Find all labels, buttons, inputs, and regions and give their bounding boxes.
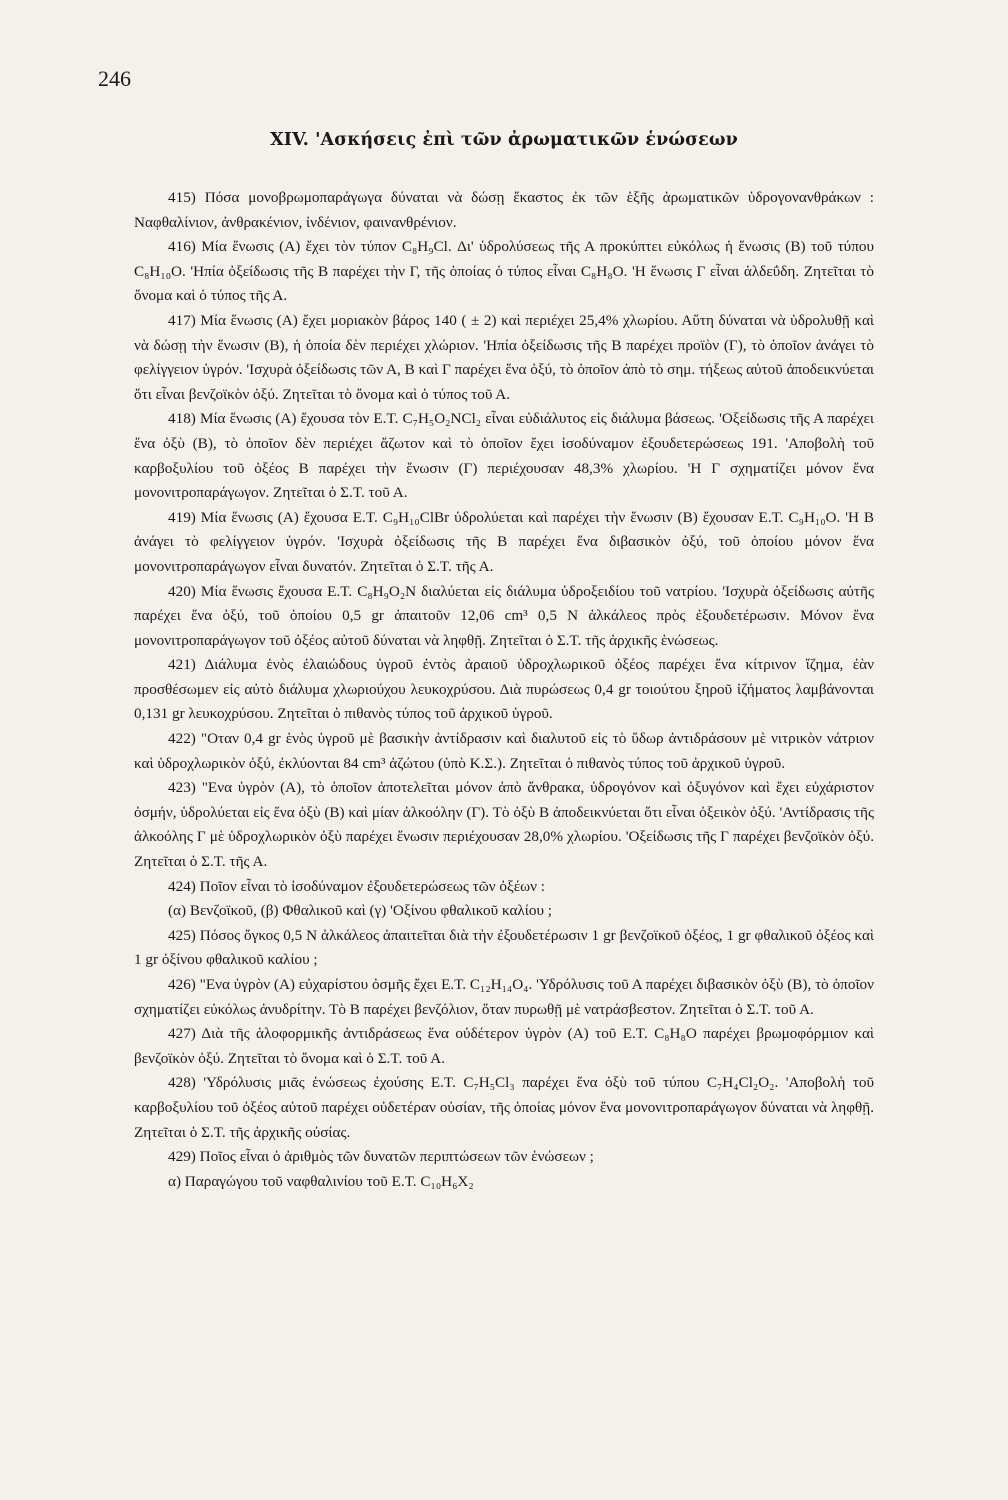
exercise-419: 419) Μία ἕνωσις (Α) ἔχουσα Ε.Τ. C₉H₁₀ClBr ὑδρολύεται καὶ παρέχει τὴν ἕνωσιν (Β) ἔχουσαν Ε.Τ. C₉H₁₀O. 'Η Β ἀνάγει τὸ φελίγγειον ὑγρόν. 'Ισχυρὰ ὀξείδωσις τῆς Β παρέχει ἕνα διβασικὸν ὀξύ, τοῦ ὁποίου μόνον ἕνα μονονιτροπαράγωγον εἶναι δυνατόν. Ζητεῖται ὁ Σ.Τ. τῆς Α. xyxy=(134,508,874,575)
exercise-426: 426) "Ενα ὑγρὸν (Α) εὐχαρίστου ὀσμῆς ἔχει Ε.Τ. C₁₂H₁₄O₄. 'Υδρόλυσις τοῦ Α παρέχει διβασικὸν ὀξὺ (Β), τὸ ὁποῖον σχηματίζει εὐκόλως ἀνυδρίτην. Τὸ Β παρέχει βενζόλιον, ὅταν πυρωθῇ μὲ νατράσβεστον. Ζητεῖται ὁ Σ.Τ. τοῦ Α. xyxy=(134,976,874,1018)
exercise-421: 421) Διάλυμα ἑνὸς ἐλαιώδους ὑγροῦ ἐντὸς ἀραιοῦ ὑδροχλωρικοῦ ὀξέος παρέχει ἕνα κίτρινον ἴζημα, ἐὰν προσθέσωμεν εἰς αὐτὸ διάλυμα χλωριούχου λευκοχρύσου. Διὰ πυρώσεως 0,4 gr τοιούτου ξηροῦ ἰζήματος λαμβάνονται 0,131 gr λευκοχρύσου. Ζητεῖται ὁ πιθανὸς τύπος τοῦ ἀρχικοῦ ὑγροῦ. xyxy=(134,656,874,723)
exercise-428: 428) 'Υδρόλυσις μιᾶς ἑνώσεως ἐχούσης Ε.Τ. C₇H₅Cl₃ παρέχει ἕνα ὀξὺ τοῦ τύπου C₇H₄Cl₂O₂. 'Αποβολὴ τοῦ καρβοξυλίου τοῦ ὀξέος αὐτοῦ παρέχει οὐδετέραν οὐσίαν, τῆς ὁποίας μόνον ἕνα μονονιτροπαράγωγον δύναται νὰ ληφθῇ. Ζητεῖται ὁ Σ.Τ. τῆς ἀρχικῆς οὐσίας. xyxy=(134,1074,874,1141)
exercise-415: 415) Πόσα μονοβρωμοπαράγωγα δύναται νὰ δώσῃ ἕκαστος ἐκ τῶν ἑξῆς ἀρωματικῶν ὑδρογονανθράκων : Ναφθαλίνιον, ἀνθρακένιον, ἰνδένιον, φαινανθρένιον. xyxy=(134,189,874,231)
exercise-422: 422) "Οταν 0,4 gr ἑνὸς ὑγροῦ μὲ βασικὴν ἀντίδρασιν καὶ διαλυτοῦ εἰς τὸ ὕδωρ ἀντιδράσουν μὲ νιτρικὸν νάτριον καὶ ὑδροχλωρικὸν ὀξύ, ἐκλύονται 84 cm³ ἀζώτου (ὑπὸ Κ.Σ.). Ζητεῖται ὁ πιθανὸς τύπος τοῦ ἀρχικοῦ ὑγροῦ. xyxy=(134,730,874,772)
exercise-429-part-a: α) Παραγώγου τοῦ ναφθαλινίου τοῦ Ε.Τ. C₁₀H₆X₂ xyxy=(168,1172,474,1190)
exercise-424-options: (α) Βενζοϊκοῦ, (β) Φθαλικοῦ καὶ (γ) 'Οξίνου φθαλικοῦ καλίου ; xyxy=(168,902,553,920)
exercise-424: 424) Ποῖον εἶναι τὸ ἰσοδύναμον ἐξουδετερώσεως τῶν ὀξέων : xyxy=(168,877,546,895)
page-number: 246 xyxy=(98,66,131,91)
exercise-420: 420) Μία ἕνωσις ἔχουσα Ε.Τ. C₈H₉O₂N διαλύεται εἰς διάλυμα ὑδροξειδίου τοῦ νατρίου. 'Ισχυρὰ ὀξείδωσις αὐτῆς παρέχει ἕνα ὀξύ, τοῦ ὁποίου 0,5 gr ἀπαιτοῦν 12,06 cm³ 0,5 Ν ἀλκάλεος πρὸς ἐξουδετέρωσιν. Μόνον ἕνα μονονιτροπαράγωγον τοῦ ὀξέος αὐτοῦ δύναται νὰ ληφθῇ. Ζητεῖται ὁ Σ.Τ. τῆς ἀρχικῆς ἑνώσεως. xyxy=(134,582,874,649)
exercise-429: 429) Ποῖος εἶναι ὁ ἀριθμὸς τῶν δυνατῶν περιπτώσεων τῶν ἑνώσεων ; xyxy=(168,1148,594,1166)
exercise-427: 427) Διὰ τῆς ἁλοφορμικῆς ἀντιδράσεως ἕνα οὐδέτερον ὑγρὸν (Α) τοῦ Ε.Τ. C₈H₈O παρέχει βρωμοφόρμιον καὶ βενζοϊκὸν ὀξύ. Ζητεῖται τὸ ὄνομα καὶ ὁ Σ.Τ. τοῦ Α. xyxy=(134,1025,874,1067)
exercise-423: 423) "Ενα ὑγρὸν (Α), τὸ ὁποῖον ἀποτελεῖται μόνον ἀπὸ ἄνθρακα, ὑδρογόνον καὶ ὀξυγόνον καὶ ἔχει εὐχάριστον ὀσμήν, ὑδρολύεται εἰς ἕνα ὀξὺ (Β) καὶ μίαν ἀλκοόλην (Γ). Τὸ ὀξὺ Β ἀποδεικνύεται ὅτι εἶναι ὀξεικὸν ὀξύ. 'Αντίδρασις τῆς ἀλκοόλης Γ μὲ ὑδροχλωρικὸν ὀξὺ παρέχει ἕνωσιν περιέχουσαν 28,0% χλωρίου. 'Οξείδωσις τῆς Γ παρέχει βενζοϊκὸν ὀξύ. Ζητεῖται ὁ Σ.Τ. τῆς Α. xyxy=(134,779,874,871)
exercise-417: 417) Μία ἕνωσις (Α) ἔχει μοριακὸν βάρος 140 ( ± 2) καὶ περιέχει 25,4% χλωρίου. Αὕτη δύναται νὰ ὑδρολυθῇ καὶ νὰ δώσῃ τὴν ἕνωσιν (Β), ἡ ὁποία δὲν περιέχει χλώριον. 'Ηπία ὀξείδωσις τῆς Β παρέχει προϊὸν (Γ), τὸ ὁποῖον ἀνάγει τὸ φελίγγειον ὑγρόν. 'Ισχυρὰ ὀξείδωσις τῶν Α, Β καὶ Γ παρέχει ἕνα ὀξύ, τὸ ὁποῖον ἀπὸ τὸ σημ. τήξεως αὐτοῦ ἀποδεικνύεται ὅτι εἶναι βενζοϊκὸν ὀξύ. Ζητεῖται τὸ ὄνομα καὶ ὁ τύπος τοῦ Α. xyxy=(134,311,874,403)
chapter-title: XIV. 'Ασκήσεις ἐπὶ τῶν ἀρωματικῶν ἑνώσεων xyxy=(270,130,738,150)
exercise-418: 418) Μία ἕνωσις (Α) ἔχουσα τὸν Ε.Τ. C₇H₅O₂NCl₂ εἶναι εὐδιάλυτος εἰς διάλυμα βάσεως. 'Οξείδωσις τῆς Α παρέχει ἕνα ὀξὺ (Β), τὸ ὁποῖον δὲν περιέχει ἄζωτον καὶ τὸ ὁποῖον ἔχει ἰσοδύναμον ἐξουδετερώσεως 191. 'Αποβολὴ τοῦ καρβοξυλίου τοῦ ὀξέος Β παρέχει τὴν ἕνωσιν (Γ) περιέχουσαν 48,3% χλωρίου. 'Η Γ σχηματίζει μόνον ἕνα μονονιτροπαράγωγον. Ζητεῖται ὁ Σ.Τ. τοῦ Α. xyxy=(134,410,874,502)
exercise-416: 416) Μία ἕνωσις (Α) ἔχει τὸν τύπον C₈H₉Cl. Δι' ὑδρολύσεως τῆς Α προκύπτει εὐκόλως ἡ ἕνωσις (Β) τοῦ τύπου C₈H₁₀O. 'Ηπία ὀξείδωσις τῆς Β παρέχει τὴν Γ, τῆς ὁποίας ὁ τύπος εἶναι C₈H₈O. 'Η ἕνωσις Γ εἶναι ἀλδεΰδη. Ζητεῖται τὸ ὄνομα καὶ ὁ τύπος τῆς Α. xyxy=(134,238,874,305)
exercise-text xyxy=(134,186,874,1194)
exercise-425: 425) Πόσος ὄγκος 0,5 Ν ἀλκάλεος ἀπαιτεῖται διὰ τὴν ἐξουδετέρωσιν 1 gr βενζοϊκοῦ ὀξέος, 1 gr φθαλικοῦ ὀξέος καὶ 1 gr ὀξίνου φθαλικοῦ καλίου ; xyxy=(134,926,874,969)
